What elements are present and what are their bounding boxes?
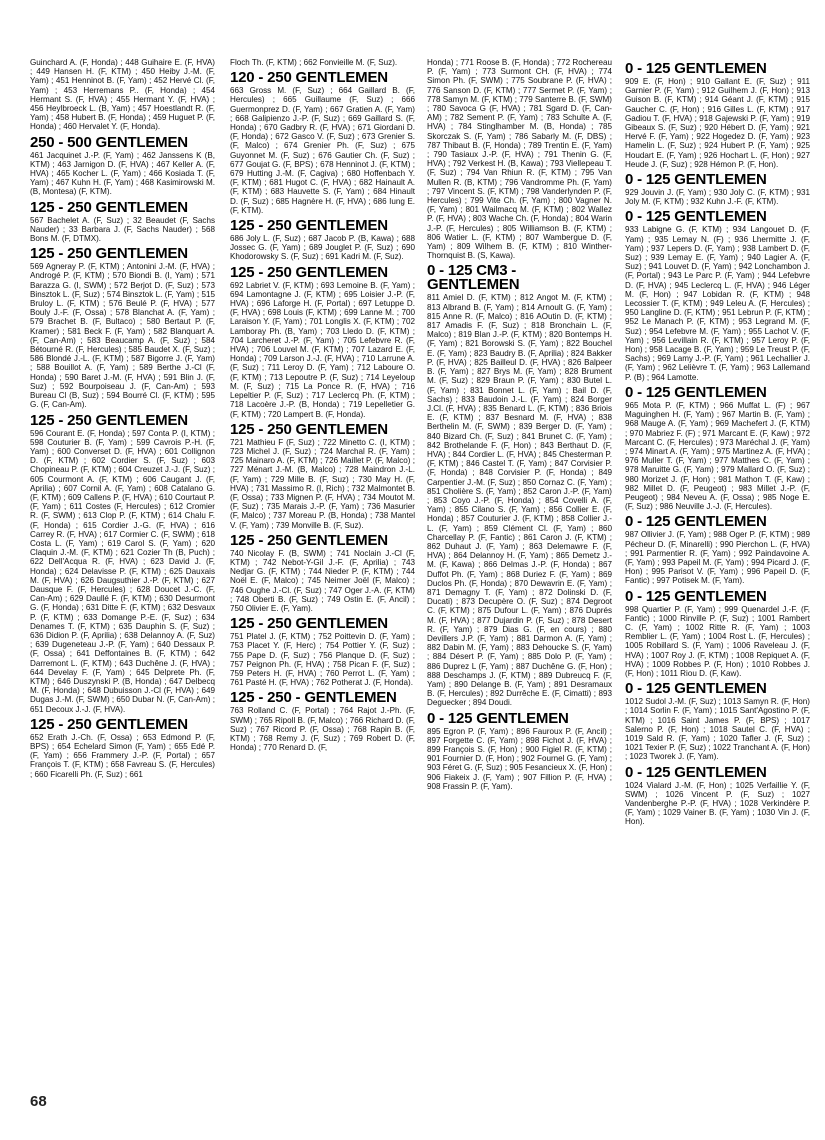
column-1 [30,58,215,1088]
entry-section [230,58,415,67]
entry-list-text: 1024 Vialard J.-M. (F, Hon) ; 1025 Verfaillie Y. (F, SWM) ; 1026 Vincent P. (F, Suz) ; 1027 Vandenberghe P.-P. (F, HVA) ; 1028 Verkindère P. (F, Yam) ; 1029 Vainer B. (F, Yam) ; 1030 Vin J. (F, Hon). [625,780,810,827]
entry-section [30,411,215,714]
section-heading: 125 - 250 GENTLEMEN [230,615,388,633]
entry-section [625,515,810,585]
entry-list-text: 740 Nicolay F. (B, SWM) ; 741 Noclain J.-Cl (F, KTM) ; 742 Nebot-Y-Gil J.-F. (F, Aprilia) ; 743 Nedjar G. (F, KTM) ; 744 Nieder P. (F, KTM) ; 744 Noël E. (F, Malco) ; 745 Neimer Joël (F, Malco) ; 746 Oughe J.-Cl. (F, Suz) ; 747 Oger J.-A. (F, KTM) ; 748 Oberti B. (F, Suz) ; 749 Ostin E. (F, Ancil) ; 750 Olivier E. (F, Yam). [230,548,415,613]
entry-list-text: 663 Gross M. (F, Suz) ; 664 Gaillard B. (F, Hercules) ; 665 Guillaume (F, Suz) ; 666 Guermonprez D. (F, Yam) ; 667 Gratien A. (F, Yam) ; 668 Galipienzo J.-P. (F, Suz) ; 669 Gaillard S. (F, Honda) ; 670 Gadbry R. (F, HVA) ; 671 Giordani D. (F, Honda) ; 672 Gasco V. (F, Suz) ; 673 Grenier S. (F, Malco) ; 674 Grenier Ph. (F, Suz) ; 675 Guyonnet M. (F, Suz) ; 676 Gautier Ch. (F, Suz) ; 677 Goujat G. (F, BPS) ; 678 Henninot J. (F, KTM) ; 679 Hutting J.-M. (F, Cagiva) ; 680 Hoffenbach Y. (F, KTM) ; 681 Hugot C. (F, HVA) ; 682 Hainault A. (F, KTM) ; 683 Hauvette S. (F, Yam) ; 684 Hinault D. (F, Suz) ; 685 Hagnère H. (F, HVA) ; 686 Iung E. (F, KTM). [230,86,415,215]
entry-list-text: 929 Jouvin J. (F, Yam) ; 930 Joly C. (F, KTM) ; 931 Joly M. (F, KTM) ; 932 Kuhn J.-F. (F, KTM). [625,188,810,207]
section-heading: 250 - 500 GENTLEMEN [30,133,188,151]
entry-list-text: Guinchard A. (F, Honda) ; 448 Guihaire E. (F, HVA) ; 449 Hansen H. (F, KTM) ; 450 Heiby J.-M. (F, Yam) ; 451 Henninot B. (F, Yam) ; 452 Hervé Cl. (F, Yam) ; 453 Herremans P.. (F, Honda) ; 454 Hermant S. (F, HVA) ; 455 Hermant Y. (F, HVA) ; 456 Heylbroeck L. (B, Yam) ; 457 Hoestlandt R. (F, Yam) ; 458 Hubert B. (F, Honda) ; 459 Huguet P. (F, Honda) ; 460 Hervalet Y. (F, Honda). [30,58,215,132]
entry-section [230,617,415,687]
entry-section [625,682,810,761]
entry-section [427,264,612,707]
entry-section [230,531,415,613]
entry-list-text: 763 Rolland C. (F, Portal) ; 764 Rajot J.-Ph. (F, SWM) ; 765 Ripoll B. (F, Malco) ; 766 Richard D. (F, Suz) ; 767 Ricord P. (F, Ossa) ; 768 Rapin B. (F, KTM) ; 768 Remy J. (F, Suz) ; 769 Robert D. (F, Honda) ; 770 Renard D. (F, [230,706,415,753]
entry-list-text: 567 Bachelet A. (F, Suz) ; 32 Beaudet (F, Sachs Nauder) ; 33 Barbara J. (F, Sachs Nauder) ; 568 Bons M. (F, DTMX). [30,215,215,244]
entry-section [230,263,415,419]
section-heading: 0 - 125 GENTLEMEN [625,587,767,605]
entry-section [625,173,810,206]
section-heading: 0 - 125 GENTLEMEN [625,680,767,698]
section-heading: 125 - 250 GENTLEMEN [230,531,388,549]
entry-section [230,691,415,752]
entry-section [427,709,612,791]
entry-list-text: Honda) ; 771 Roose B. (F, Honda) ; 772 Rochereau P. (F, Yam) ; 773 Surmont CH. (F, HVA) ; 774 Simon Ph. (F, SWM) ; 775 Soubrane P. (F, HVA) ; 776 Sanson D. (F, KTM) ; 777 Sermet P. (F, Yam) ; 778 Samyn M. (F, KTM) ; 779 Santerre B. (F, SWM) ; 780 Savoca G (F, HVA) ; 781 Sgard D. (F, Can-AM) ; 782 Sement P. (F, Yam) ; 783 Schulte A. (F, HVA) ; 784 Stinglhamber M. (B, Honda) ; 785 Skorczak S. (F, Yam) ; 786 Sabarly M. (F, DBS) ; 787 Thibaut B. (F, Honda) ; 789 Trentin E. (F, Yam) ; 790 Tasiaux J.-P. (F, HVA) ; 791 Thenin G. (F, HVA) ; 792 Verkest H. (B, Kawa) ; 793 Viellepeau T. (F, Suz) ; 794 Van Rhiun R. (F, KTM) ; 795 Van Mullen R. (B, KTM) ; 796 Vandromme Ph. (F, Yam) ; 797 Vincent S. (F, KTM) ; 798 Vanderlynden P. (F, Hercules) ; 799 Vite Ch. (F, Yam) ; 800 Vagner N. (F, Yam) ; 801 Wailmacq M. (F, KTM) ; 802 Wallez P. (F, HVA) ; 803 Wache Ch. (F, Honda) ; 804 Warin J.-P. (F, Hercules) ; 805 Williamson B. (F, KTM) ; 806 Watier L. (F, KTM) ; 807 Wambergue D. (F, Yam) ; 809 Wilhem B. (F, KTM) ; 810 Winther-Thornquist B. (S, Kawa). [427,58,612,261]
entry-list-text: 721 Mathieu F (F, Suz) ; 722 Minetto C. (I, KTM) ; 723 Michel J. (F, Suz) ; 724 Marchal R. (F, Yam) ; 725 Mainaro A. (F, KTM) ; 726 Maillet P. (F, Malco) ; 727 Ménart J.-M. (B, Malco) ; 728 Maindron J.-L. (F, Yam) ; 729 Mille B. (F, Suz) ; 730 May H. (F, HVA) ; 731 Massimo R. (I, Rich) ; 732 Malmontet B. (F, Ossa) ; 733 Mignen P. (F, HVA) ; 734 Moutot M. (F, Suz) ; 735 Marais J.-P. (F, Yam) ; 736 Masurier (F, Malco) ; 737 Moreau P. (B, Honda) ; 738 Mantel V. (F, Yam) ; 739 Monville B. (F, Suz). [230,437,415,530]
section-heading: 120 - 250 GENTLEMEN [230,69,388,87]
section-heading: 125 - 250 GENTLEMEN [30,411,188,429]
entry-section [230,71,415,215]
entry-section [30,715,215,779]
entry-section [625,383,810,512]
entry-list-text: 998 Quartier P. (F, Yam) ; 999 Quenardel J.-F. (F, Fantic) ; 1000 Rinville P. (F, Suz) ; 1001 Rambert C. (F, Yam) ; 1002 Ritte R. (F, Yam) ; 1003 Remblier L. (F, Yam) ; 1004 Rost L. (F, Hercules) ; 1005 Robillard S. (F, Yam) ; 1006 Raveleau J. (F, HVA) ; 1007 Roy J. (F, KTM) ; 1008 Repiquet A. (F, HVA) ; 1009 Robbes P. (F, Hon) ; 1010 Robbes J. (F, Hon) ; 1011 Riou D. (F, Kaw). [625,604,810,678]
column-2 [230,58,415,1088]
section-heading: 0 - 125 GENTLEMEN [427,709,569,727]
entry-list-text: 751 Platel J. (F, KTM) ; 752 Poittevin D. (F, Yam) ; 753 Placet Y. (F, Herc) ; 754 Pottier Y. (F, Suz) ; 755 Pape D. (F, Suz) ; 756 Planque D. (F, Suz) ; 757 Peignon Ph. (F, HVA) ; 758 Pican F. (F, Suz) ; 759 Peters H. (F, HVA) ; 760 Perrot L. (F, Yam) ; 761 Pasté H. (F, HVA) ; 762 Potherat J. (F, Honda). [230,632,415,688]
entry-section [30,133,215,197]
page-number: 68 [30,1093,47,1110]
section-heading: 125 - 250 GENTLEMEN [230,420,388,438]
section-heading: 125 - 250 GENTLEMEN [30,715,188,733]
section-heading: 0 - 125 GENTLEMEN [625,383,767,401]
entry-section [625,210,810,381]
entry-section [625,587,810,679]
entry-section [30,58,215,132]
column-4 [625,58,810,1088]
section-heading: 0 - 125 GENTLEMEN [625,171,767,189]
entry-section [427,58,612,260]
entry-list-text: 652 Erath J.-Ch. (F, Ossa) ; 653 Edmond P. (F, BPS) ; 654 Echelard Simon (F, Yam) ; 655 Edé P. (F, Yam) ; 656 Frammery J.-P. (F, Portal) ; 657 François T. (F, KTM) ; 658 Favreau S. (F, Hercules) ; 660 Ficarelli Ph. (F, Suz) ; 661 [30,732,215,779]
entry-list-text: 692 Labriet V. (F, KTM) ; 693 Lemoine B. (F, Yam) ; 694 Lamontagne J. (F, KTM) ; 695 Loisier J.-P. (F, HVA) ; 696 Laforge H. (F, Portal) ; 697 Letuppe D. (F, HVA) ; 698 Louis (F, KTM) ; 699 Lanne M. ; 700 Laraison Y. (F, Yam) ; 701 Longlis X. (F, KTM) ; 702 Lamboray Ph. (B, Yam) ; 703 Lledo D. (F, KTM) ; 704 Larcheret J.-P. (F, Yam) ; 705 Lefebvre R. (F, HVA) ; 706 Louvel M. (F, KTM) ; 707 Lazard E. (F, Honda) ; 709 Larson J.-J. (F, HVA) ; 710 Larrune A. (F, Suz) ; 711 Leroy D. (F, Yam) ; 712 Laboure O. (F, KTM) ; 713 Lepoutre P. (F, Suz) ; 714 Leyeloup M. (F, Suz) ; 715 La Ponce R. (F, HVA) ; 716 Lepeltier P. (F, Suz) ; 717 Leclercq Ph. (F, KTM) ; 718 Lacoère J.-P. (B, Honda) ; 719 Lepelletier G. (F, KTM) ; 720 Lampert B. (F, Honda). [230,280,415,419]
entry-section [625,763,810,827]
section-heading: 0 - 125 CM3 - GENTLEMEN [427,262,520,294]
section-heading: 125 - 250 GENTLEMEN [230,263,388,281]
entry-section [30,247,215,409]
entry-list-text: 596 Courant E. (F, Honda) ; 597 Conta P. (I, KTM) ; 598 Couturier B. (F, Yam) ; 599 Cavrois P.-H. (F, Yam) ; 600 Converset D. (F, HVA) ; 601 Collignon D. (F, KTM) ; 602 Cordier S. (F, Suz) ; 603 Chopineau P. (F, KTM) ; 604 Creuzet J.-J. (F, Suz) ; 605 Courmont A. (F, KTM) ; 606 Caugant J. (F, Aprilia) ; 607 Cornil A. (F, Yam) ; 608 Catalano G. (F, KTM) ; 609 Callens P. (F, HVA) ; 610 Courtaut P. (F, Yam) ; 611 Costes (F, Hercules) ; 612 Cromier R. (F, SWM) ; 613 Clop P. (F, KTM) ; 614 Chalu F. (F, Honda) ; 615 Cordier J.-G. (F, HVA) ; 616 Carrey R. (F, HVA) ; 617 Cormier C. (F, SWM) ; 618 Costa L. (F, Yam) ; 619 Carol S. (F, Yam) ; 620 Claquin J.-M. (F, KTM) ; 621 Cozier Th (B, Puch) ; 622 Dell'Acqua R. (F, HVA) ; 623 David J. (F, Honda) ; 624 Delavisse P. (F, KTM) ; 625 Dauxais M. (F, HVA) ; 626 Daugsuthier J.-P. (F, KTM) ; 627 Dausque F. (F, Hercules) ; 628 Doucet J.-C. (F, Can-Am) ; 629 Daullé F. (F, KTM) ; 630 Desurmont G. (F, Honda) ; 631 Ditte F. (F, KTM) ; 632 Desvaux P. (F, KTM) ; 633 Domange P.-E. (F, Suz) ; 634 Denames T. (F, KTM) ; 635 Dauphin S. (F, Suz) ; 636 Didion P. (F, Aprilia) ; 638 Delannoy A. (F, Suz) ; 639 Dugeneteau J.-P. (F, Yam) ; 640 Dessaux P. (F, Ossa) ; 641 Deffontaines B. (F, KTM) ; 642 Darremont L. (F, KTM) ; 643 Duchêne J. (F, HVA) ; 644 Develay F. (F, Yam) ; 645 Delprete Ph. (F, KTM) ; 646 Duszynski P. (B, Honda) ; 647 Delbecq M. (F, Honda) ; 648 Dubuisson J.-Cl (F, HVA) ; 649 Dugas J.-M. (F, SWM) ; 650 Dubar N. (F, Can-Am) ; 651 Decoux J.-J. (F, HVA). [30,428,215,714]
entry-list-text: 965 Mota P. (F, KTM) ; 966 Muffat L. (F) ; 967 Maguinghen H. (F, Yam) ; 967 Martin B. (F, Yam) ; 968 Mauge A. (F, Yam) ; 969 Machefert J. (F, KTM) ; 970 Mabriez F. (F) ; 971 Marcant E. (F, Kaw) ; 972 Marcant C. (F, Hercules) ; 973 Maréchal J. (F, Yam) ; 974 Minart A. (F, Yam) ; 975 Martinez A. (F, HVA) ; 976 Muller T. (F, Yam) ; 977 Matthes C. (F, Yam) ; 978 Maruitte G. (F, Yam) ; 979 Mallard O. (F, Suz) ; 980 Morizet J. (F, Hon) ; 981 Mathon T. (F, Kaw) ; 982 Millet D. (F, Peugeot) ; 983 Millet J.-P. (F, Peugeot) ; 984 Neveu A. (F, Ossa) ; 985 Noge E. (F, Suz) ; 986 Neuville J.-J. (F, Hercules). [625,400,810,512]
entry-list-text: Floch Th. (F, KTM) ; 662 Fonvieille M. (F, Suz). [230,58,398,67]
entry-list-text: 1012 Sudol J.-M. (F, Suz) ; 1013 Samyn R. (F, Hon) ; 1014 Sorlin F. (F, Yam) ; 1015 Sant'Agostino P. (F, KTM) ; 1016 Saint James P. (F, BPS) ; 1017 Salerno P. (F, Hon) ; 1018 Sautel C. (F, HVA) ; 1019 Sald R. (F, Yam) ; 1020 Tafler J. (F, Suz) ; 1021 Texier P. (F, Suz) ; 1022 Tranchant A. (F, Hon) ; 1023 Tworek J. (F, Yam). [625,697,810,762]
entry-list-text: 686 Joly L. (F, Suz) ; 687 Jacob P. (B, Kawa) ; 688 Jossec G. (F, Yam) ; 689 Jouglet P. (F, Suz) ; 690 Khodorowsky S. (F, Suz) ; 691 Kadri M. (F, Suz). [230,234,415,262]
section-heading: 0 - 125 GENTLEMEN [625,763,767,781]
section-heading: 125 - 250 GENTLEMEN [230,217,388,235]
entry-section [230,420,415,530]
section-heading: 125 - 250 GENTLEMEN [30,198,188,216]
entry-list-text: 569 Agneray P. (F, KTM) ; Antonini J.-M. (F, HVA) ; Androgé P. (F, KTM) ; 570 Biondi B. (I, Yam) ; 571 Barazza G. (I, SWM) ; 572 Berjot D. (F, Suz) ; 573 Binsztok L. (F, Suz) ; 574 Binsztok L. (F, Yam) ; 515 Bruloy L. (F, KTM) ; 576 Beulé P. (F, HVA) ; 577 Bouly J.-F. (F, Ossa) ; 578 Blanchat A. (F, Yam) ; 579 Brachet B. (F, Bultaco) ; 580 Bertaut P. (F, Kramer) ; 581 Beck F. (F, Yam) ; 582 Blanquart A. (F, Can-Am) ; 583 Beaucamp A. (F, Suz) ; 584 Bétourné R. (F, Hercules) ; 585 Baudet X. (F, Suz) ; 586 Blondé J.-L. (F, KTM) ; 587 Bigorre J. (F, Yam) ; 588 Bouillot A. (F, Yam) ; 589 Berthe J.-Cl (F, Honda) ; 590 Baret J.-M. (F, HVA) ; 591 Blin J. (F, Suz) ; 592 Bourpoiseau J. (F, Can-Am) ; 593 Bureau Cl (B, Suz) ; 594 Bourré Cl. (F, KTM) ; 595 G. (F, Can-Am). [30,262,215,410]
section-heading: 125 - 250 - GENTLEMEN [230,689,397,707]
entry-list-text: 895 Egron P. (F, Yam) ; 896 Fauroux P. (F, Ancil) ; 897 Forgette C. (F, Yam) ; 898 Fichot J. (F, HVA) ; 899 François S. (F, Hon) ; 900 Figiel R. (F, KTM) ; 901 Fournier D. (F, Hon) ; 902 Fournel G. (F, Yam) ; 903 Féret G. (F, Suz) ; 905 Fesancieux X. (F, Hon) ; 906 Fiakeix J. (F, Yam) ; 907 Fillion P. (F, HVA) ; 908 Frassin P. (F, Yam). [427,726,612,791]
column-3 [427,58,612,1088]
entry-list-text: 909 E. (F, Hon) ; 910 Gallant E. (F, Suz) ; 911 Garnier P. (F, Yam) ; 912 Guilhem J. (F, Hon) ; 913 Guison B. (F, KTM) ; 914 Géant J. (F, KTM) ; 915 Gaucher C. (F, Hon) ; 916 Gilles L. (F, KTM) ; 917 Gadiou T. (F, HVA) ; 918 Gajewski P. (F, Yam) ; 919 Gibeaux S. (F, Suz) ; 920 Hébert D. (F, Yam) ; 921 Hervé F. (F, Yam) ; 922 Hogedez D. (F, Yam) ; 923 Hamelin L. (F, Suz) ; 924 Hubert P. (F, Yam) ; 925 Houdart E. (F, Yam) ; 926 Hochart L. (F, Hon) ; 927 Heude J. (F, Suz) ; 928 Hémon P. (F, Hon). [625,77,810,169]
entry-section [625,62,810,169]
entry-section [30,198,215,244]
section-heading: 0 - 125 GENTLEMEN [625,60,767,77]
entry-section [230,219,415,262]
entry-list-text: 811 Amiel D. (F, KTM) ; 812 Angot M. (F, KTM) ; 813 Albrand B. (F, Yam) ; 814 Arnoult G. (F, Yam) ; 815 Anne R. (F, Malco) ; 816 AOutin D. (F, KTM) ; 817 Amadis F. (F, Suz) ; 818 Bronchain L. (F, Malco) ; 819 Blan J.-P. (F, KTM) ; 820 Bontemps H. (F, Yam) ; 821 Borowski S. (F, Yam) ; 822 Bouchel E. (F, Yam) ; 823 Baudry B. (F, Aprilia) ; 824 Bakker P. (F, HVA) ; 825 Bailleul D. (F, HVA) ; 826 Balpeer B. (F, Yam) ; 827 Brys M. (F, Yam) ; 828 Brument M. (F, Suz) ; 829 Braun P. (F, Yam) ; 830 Butel L. (F, Yam) ; 831 Bonnet L. (F, Yam) ; Bail D. (F, Sachs) ; 833 Baudoin J.-L. (F, Yam) ; 824 Borger J.Cl. (F, HVA) ; 835 Benard L. (F, KTM) ; 836 Briois E. (F, KTM) ; 837 Besnard M. (F, HVA) ; 838 Berthelin M. (F, SWM) ; 839 Berger D. (F, Yam) ; 840 Bizard Ch. (F, Suz) ; 841 Brunet C. (F, Yam) ; 842 Brothelande F. (F, Hon) ; 843 Berthaut D. (F, HVA) ; 844 Cordier L. (F, HVA) ; 845 Chesterman P. (F, KTM) ; 846 Castel T. (F, Yam) ; 847 Corvisier P. (F, Honda) ; 848 Corvisier P. (F, Honda) ; 849 Carpentier J.-M. (F, Suz) ; 850 Cornaz C. (F, Yam) ; 851 Cholière S. (F, Yam) ; 852 Caron J.-P. (F, Yam) ; 853 Coyo J.-P. (F, Honda) ; 854 Covelli A. (F, Yam) ; 855 Cilano S. (F, Yam) ; 856 Collier E. (F, Honda) ; 857 Couturier J. (F, KTM) ; 858 Collier J.-L. (F, Yam) ; 859 Clément Cl. (F, Yam) ; 860 Charcellay P. (F, Fantic) ; 861 Caron J. (F, KTM) ; 862 Duhaut J. (F, Yam) ; 863 Delemawre F. (F, HVA) ; 864 Delannoy H. (F, Yam) ; 865 Demetz J.-M. (F, Kawa) ; 866 Delmas J.-P. (F, Honda) ; 867 Duffot Ph. (F, Yam) ; 868 Duriez F. (F, Yam) ; 869 Duclos Ph. (F, Honda) ; 870 Dewavrin E. (F, Yam) ; 871 Demagny T. (F, Yam) ; 872 Dolinski D. (F, Ducati) ; 873 Decupère O. (F, Suz) ; 874 Degroot C. (F, KTM) ; 875 Dufour L. (F, Yam) ; 876 Duprés M. (F, HVA) ; 877 Dujardin P. (F, Suz) ; 878 Desert R. (F, Yam) ; 879 Dias G. (F, en cours) ; 880 Devillers J.P. (F, Yam) ; 881 Darmon A. (F, Yam) ; 882 Dabin M. (F, Yam) ; 883 Dehoucke S. (F, Yam) ; 884 Désert P. (F, Yam) ; 885 Dolo P. (F, Yam) ; 886 Duprez L (F, Yam) ; 887 Duchêne G. (F, Hon) ; 888 Deschamps J. (F, KTM) ; 889 Dubreucq F. (F, Yam) ; 890 Delange B. (F, Yam) ; 891 Desramaux B. (F, Hercules) ; 892 Durrêche E. (F, Cimatti) ; 893 Deguecker ; 894 Doudi. [427,293,612,708]
section-heading: 0 - 125 GENTLEMEN [625,513,767,531]
entry-list-text: 987 Ollivier J. (F, Yam) ; 988 Oger P. (F, KTM) ; 989 Pécheur D. (F, Minarelli) ; 990 Pierchon L. (F, HVA) ; 991 Parmentier R. (F, Yam) ; 992 Paindavoine A. (F, Yam) ; 993 Papeil M. (F, Yam) ; 994 Picard J. (F, Hon) ; 995 Parisot V. (F, Yam) ; 996 Papeil D. (F, Fantic) ; 997 Potisek M. (F, Yam). [625,530,810,586]
section-heading: 0 - 125 GENTLEMEN [625,208,767,226]
entry-list-text: 933 Labigne G. (F, KTM) ; 934 Langouet D. (F, Yam) ; 935 Lemay N. (F) ; 936 Lhermitte J. (F, Yam) ; 937 Lepers D. (F, Yam) ; 938 Lambert D. (F, Suz) ; 939 Lemay E. (F, Yam) ; 940 Lagier A. (F, Suz) ; 941 Louvet D. (F, Yam) ; 942 Lonchambon J. (F, Portal) ; 943 Le Parc P. (F, Yam) ; 944 Lefebvre D. (F, HVA) ; 945 Leclercq L. (F, HVA) ; 946 Léger M. (F, Hon) ; 947 Lobidan R. (F, KTM) ; 948 Lecossier T. (F, KTM) ; 949 Leleu A. (F, Hercules) ; 950 Langline D. (F, KTM) ; 951 Lebrun P. (F, KTM) ; 952 Le Manach P. (F, KTM) ; 953 Legrand M. (F, Suz) ; 954 Lefebvre M. (F, Yam) ; 955 Lachot V. (F, Yam) ; 956 Levillain R. (F, KTM) ; 957 Leroy P. (F, Hon) ; 958 Lacage B. (F, Yam) ; 959 Le Treust P. (F, Sachs) ; 969 Lamy J.-P. (F, Yam) ; 961 Lechallier J. (F, Yam) ; 962 Lelièvre T. (F, Yam) ; 963 Lallemand P. (B) ; 964 Lamotte. [625,225,810,382]
section-heading: 125 - 250 GENTLEMEN [30,245,188,263]
entry-list-text: 461 Jacquinet J.-P. (F, Yam) ; 462 Janssens K (B, KTM) ; 463 Jarnigon D. (F, HVA) ; 467 Keller A. (F, HVA) ; 465 Kocher L. (F, Yam) ; 466 Kosiada T. (F, Yam) ; 467 Kuhn H. (F, Yam) ; 468 Kasimirowski M. (B, Montesa) (F, KTM). [30,150,215,197]
